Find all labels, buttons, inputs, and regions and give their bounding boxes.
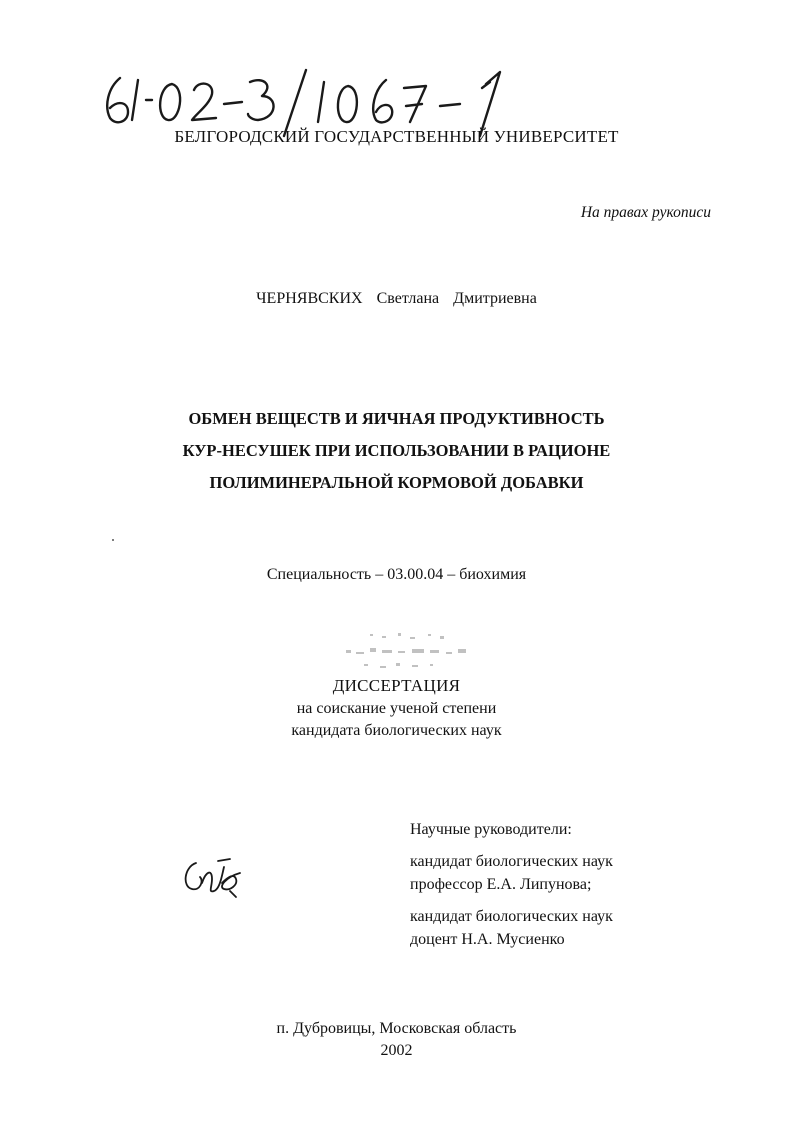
library-stamp-graphic bbox=[340, 630, 475, 675]
rights-note: На правах рукописи bbox=[580, 204, 711, 221]
supervisors-heading: Научные руководители: bbox=[410, 821, 572, 838]
author-surname: ЧЕРНЯВСКИХ bbox=[256, 290, 363, 307]
supervisor-2-degree: кандидат биологических наук bbox=[410, 908, 613, 925]
title-line: ОБМЕН ВЕЩЕСТВ И ЯИЧНАЯ ПРОДУКТИВНОСТЬ bbox=[188, 409, 605, 428]
publication-year: 2002 bbox=[380, 1042, 413, 1059]
author-patronymic: Дмитриевна bbox=[453, 290, 537, 307]
supervisor-1-degree: кандидат биологических наук bbox=[410, 853, 613, 870]
dissertation-title bbox=[0, 403, 793, 499]
speciality-line: Специальность – 03.00.04 – биохимия bbox=[266, 566, 527, 583]
author-signature bbox=[178, 853, 250, 899]
author-name bbox=[0, 290, 793, 308]
scan-speck bbox=[112, 539, 114, 541]
supervisor-1-name: профессор Е.А. Липунова; bbox=[410, 876, 592, 893]
degree-purpose-line-2: кандидата биологических наук bbox=[291, 722, 502, 739]
author-first-name: Светлана bbox=[376, 290, 440, 307]
university-name: БЕЛГОРОДСКИЙ ГОСУДАРСТВЕННЫЙ УНИВЕРСИТЕТ bbox=[174, 127, 619, 146]
work-type: ДИССЕРТАЦИЯ bbox=[332, 676, 461, 695]
title-line: ПОЛИМИНЕРАЛЬНОЙ КОРМОВОЙ ДОБАВКИ bbox=[209, 473, 584, 492]
publication-place: п. Дубровицы, Московская область bbox=[276, 1020, 517, 1037]
degree-purpose-line-1: на соискание ученой степени bbox=[296, 700, 497, 717]
supervisor-2-name: доцент Н.А. Мусиенко bbox=[410, 931, 565, 948]
title-line: КУР-НЕСУШЕК ПРИ ИСПОЛЬЗОВАНИИ В РАЦИОНЕ bbox=[182, 441, 611, 460]
